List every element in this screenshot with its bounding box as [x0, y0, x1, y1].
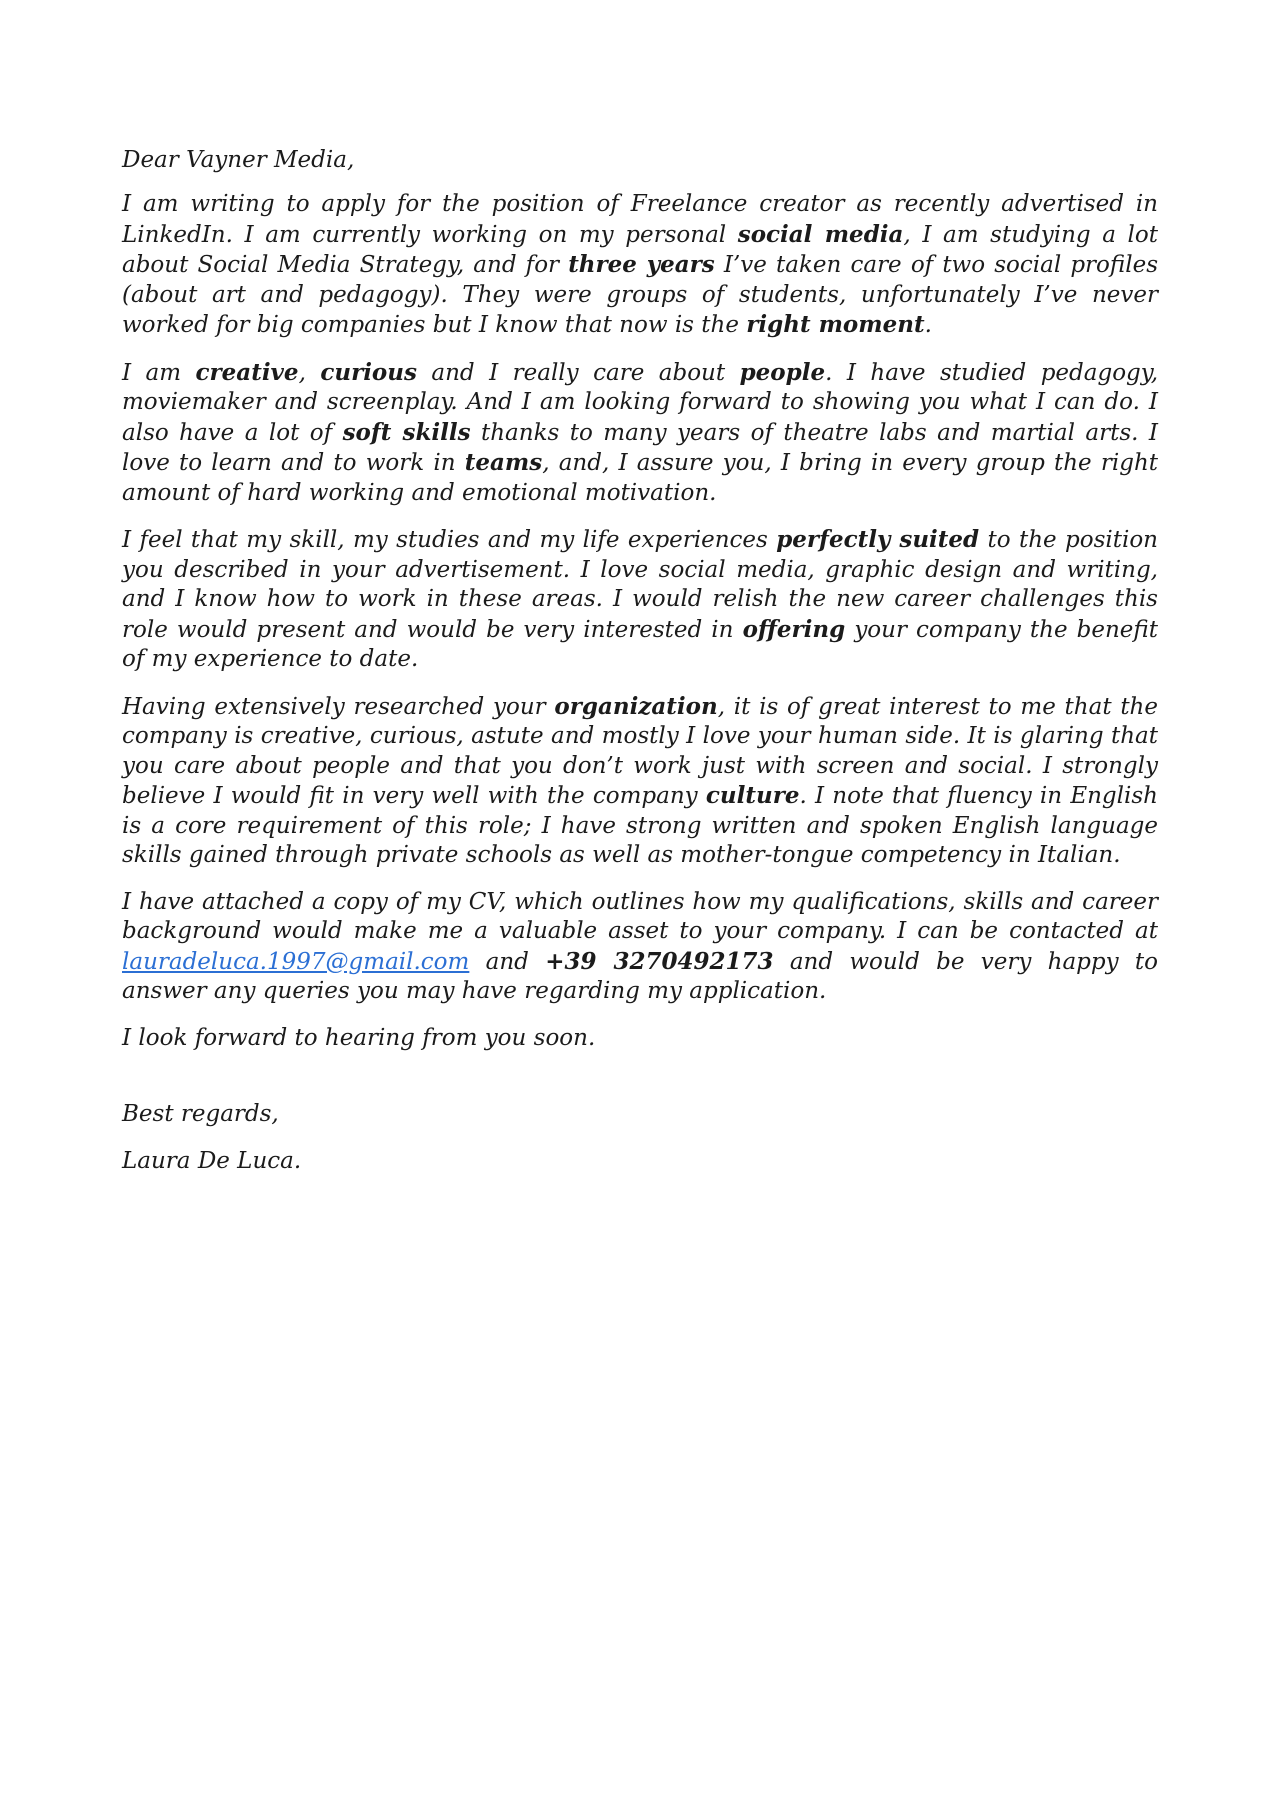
- text-run: ,: [298, 359, 321, 386]
- text-run: I am: [122, 359, 196, 386]
- bold-text-run: offering: [742, 615, 846, 643]
- text-run: . I note that fluency in English is a core requirement of this role; I have strong written and spoken English language skills gained through private schools as well as mother-tongue competency in Italian.: [122, 783, 1158, 868]
- bold-text-run: culture: [705, 782, 800, 809]
- bold-text-run: right moment: [746, 311, 925, 338]
- text-run: and I really care about: [416, 359, 740, 386]
- bold-text-run: three years: [568, 251, 715, 278]
- text-run: thanks to many years of theatre labs and martial arts. I love to learn and to work in: [122, 419, 1158, 476]
- paragraph: [122, 358, 1158, 509]
- text-run: I’ve taken care of two social profiles (about art and pedagogy). They were groups of students, unfortunately I’ve never worked for big companies but I know that now is the: [122, 252, 1159, 338]
- text-run: .: [924, 312, 932, 338]
- bold-text-run: organization: [554, 692, 718, 720]
- signoff: Best regards,: [122, 1101, 279, 1127]
- text-run: to the position you described in your advertisement. I love social media, graphic design and writing, and I know how to work in these areas. I would relish the new career challenges this role would present and would be very interested in: [122, 527, 1158, 643]
- salutation: Dear Vayner Media,: [122, 147, 355, 173]
- text-run: Having extensively researched your: [122, 693, 555, 720]
- paragraph: [122, 888, 1158, 1007]
- text-run: your company the benefit of my experience to date.: [122, 616, 1158, 672]
- text-run: . I have studied pedagogy, moviemaker and screenplay. And I am looking forward to showing you what I can do. I also have a lot of: [122, 359, 1159, 446]
- bold-text-run: soft skills: [342, 418, 471, 446]
- text-run: and would be very happy to answer any queries you may have regarding my application.: [122, 948, 1158, 1004]
- bold-text-run: creative: [195, 358, 299, 386]
- letter-body: [122, 190, 1158, 1007]
- bold-text-run: perfectly suited: [776, 526, 980, 553]
- bold-text-run: teams: [464, 449, 543, 476]
- closing-line: I look forward to hearing from you soon.: [122, 1024, 596, 1051]
- text-run: I feel that my skill, my studies and my life experiences: [122, 527, 777, 553]
- text-run: I have attached a copy of my CV, which outlines how my qualifications, skills and career background would make me a valuable asset to your company. I can be contacted at: [122, 888, 1158, 944]
- paragraph: [122, 692, 1158, 871]
- text-run: , and, I assure you, I bring in every group the right amount of hard working and emotional motivation.: [122, 450, 1158, 506]
- text-run: and: [469, 948, 546, 975]
- paragraph: [122, 525, 1158, 675]
- text-run: , I am studying a lot about Social Media Strategy, and for: [122, 221, 1158, 278]
- email-link[interactable]: lauradeluca.1997@gmail.com: [122, 948, 470, 975]
- bold-text-run: social media: [737, 220, 904, 248]
- bold-text-run: curious: [320, 358, 417, 386]
- paragraph: [122, 190, 1158, 341]
- text-run: I am writing to apply for the position of Freelance creator as recently advertised in LinkedIn. I am currently working on my personal: [122, 191, 1158, 248]
- bold-text-run: +39 3270492173: [545, 947, 774, 975]
- bold-text-run: people: [739, 358, 826, 386]
- text-run: , it is of great interest to me that the company is creative, curious, astute and mostly I love your human side. It is glaring that you care about people and that you don’t work just with screen and social. I strongly believe I would fit in very well with the company: [122, 693, 1158, 809]
- signature: Laura De Luca.: [122, 1147, 302, 1174]
